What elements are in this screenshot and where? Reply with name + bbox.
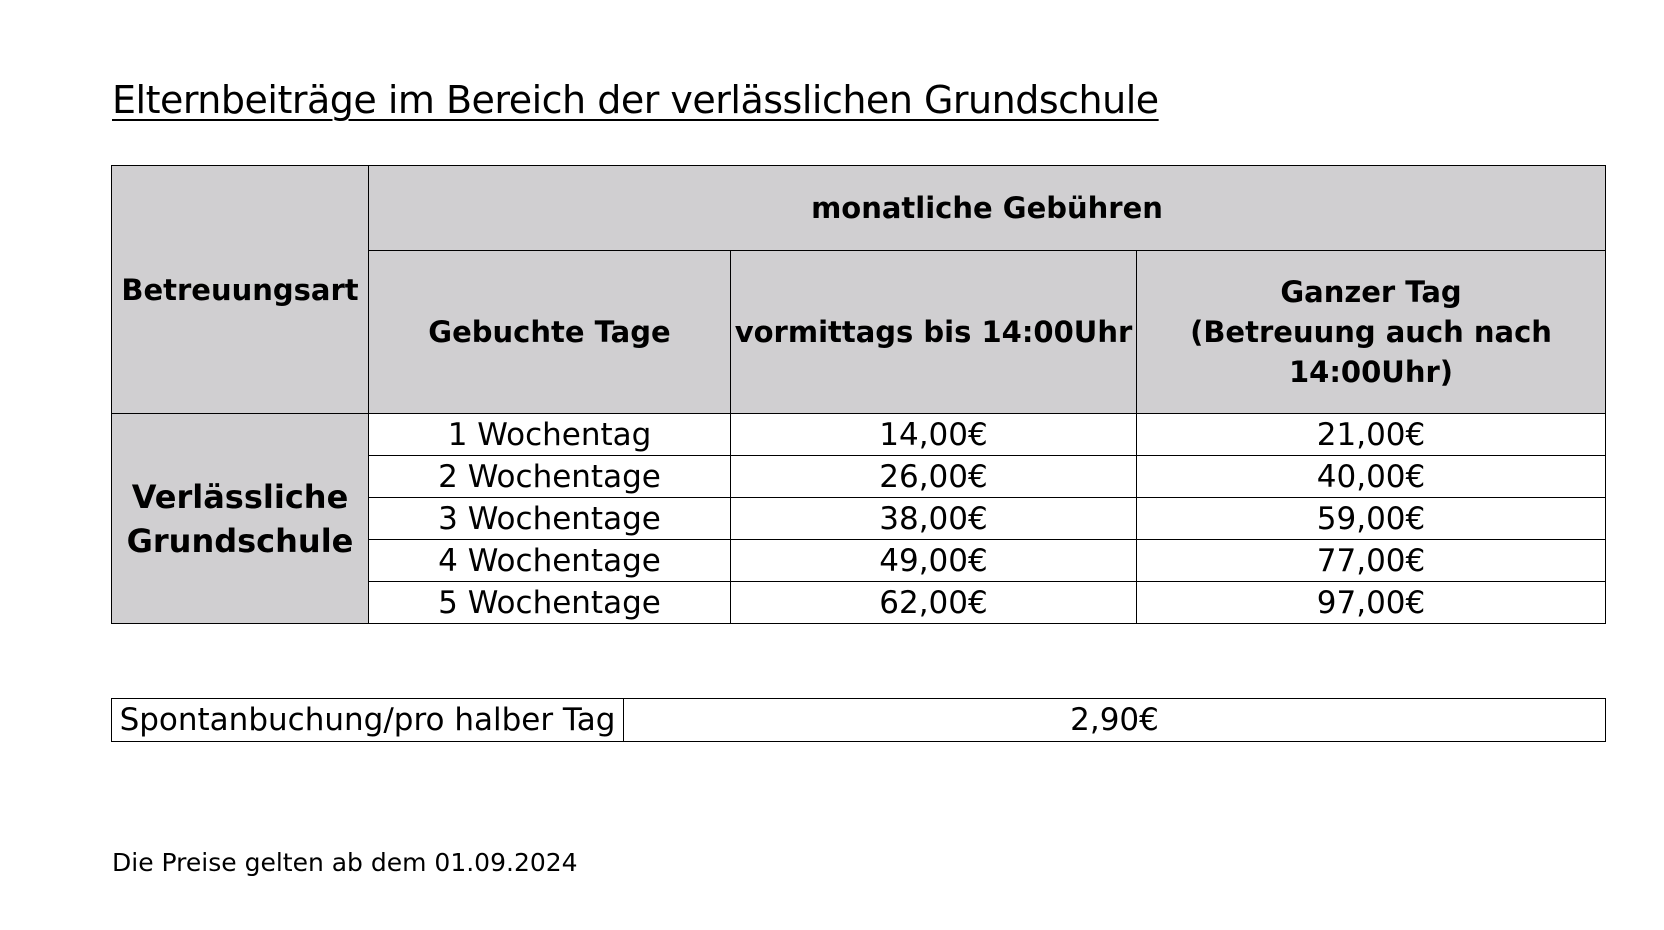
cell-days: 3 Wochentage	[369, 498, 731, 540]
cell-fullday-fee: 97,00€	[1137, 582, 1606, 624]
cell-days: 1 Wochentag	[369, 414, 731, 456]
table-row	[112, 699, 1606, 742]
price-validity-note: Die Preise gelten ab dem 01.09.2024	[112, 848, 578, 877]
cell-morning-fee: 26,00€	[731, 456, 1137, 498]
header-full-day-line3: 14:00Uhr)	[1288, 355, 1454, 389]
cell-days: 2 Wochentage	[369, 456, 731, 498]
cell-fullday-fee: 77,00€	[1137, 540, 1606, 582]
header-monthly-fees: monatliche Gebühren	[369, 166, 1606, 251]
cell-fullday-fee: 21,00€	[1137, 414, 1606, 456]
header-full-day	[1137, 251, 1606, 414]
cell-days: 5 Wochentage	[369, 582, 731, 624]
cell-morning-fee: 38,00€	[731, 498, 1137, 540]
header-booked-days: Gebuchte Tage	[369, 251, 731, 414]
row-label-line1: Verlässliche	[131, 477, 349, 516]
spontaneous-booking-price: 2,90€	[624, 699, 1606, 742]
header-full-day-line1: Ganzer Tag	[1280, 275, 1462, 309]
cell-fullday-fee: 59,00€	[1137, 498, 1606, 540]
cell-morning-fee: 14,00€	[731, 414, 1137, 456]
header-full-day-line2: (Betreuung auch nach	[1190, 315, 1552, 349]
header-morning: vormittags bis 14:00Uhr	[731, 251, 1137, 414]
header-betreuungsart: Betreuungsart	[112, 166, 369, 414]
spontaneous-booking-table	[111, 698, 1606, 742]
page-title: Elternbeiträge im Bereich der verlässlichen Grundschule	[112, 78, 1159, 122]
spontaneous-booking-label: Spontanbuchung/pro halber Tag	[112, 699, 624, 742]
table-row	[112, 414, 1606, 456]
fee-table-header-row	[112, 166, 1606, 251]
cell-fullday-fee: 40,00€	[1137, 456, 1606, 498]
fee-table	[111, 165, 1606, 624]
row-label-line2: Grundschule	[126, 521, 354, 560]
row-label-verlaessliche-grundschule	[112, 414, 369, 624]
cell-morning-fee: 49,00€	[731, 540, 1137, 582]
cell-morning-fee: 62,00€	[731, 582, 1137, 624]
cell-days: 4 Wochentage	[369, 540, 731, 582]
